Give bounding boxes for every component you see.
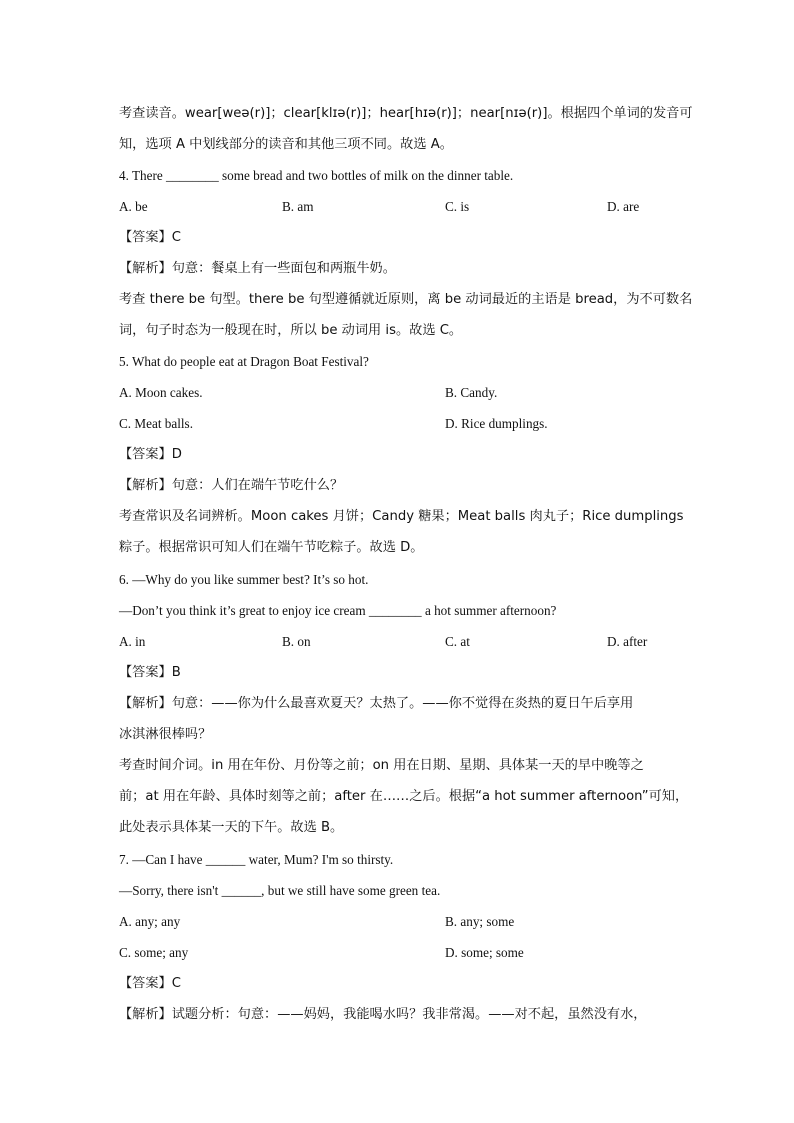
question-4: 4. There ________ some bread and two bottles of milk on the dinner table. bbox=[119, 168, 514, 183]
analysis-line: 粽子。根据常识可知人们在端午节吃粽子。故选 D。 bbox=[119, 540, 424, 555]
option-d: D. some; some bbox=[445, 945, 524, 960]
option-a: A. in bbox=[119, 634, 146, 649]
question-7-line2: —Sorry, there isn't ______, but we still have some green tea. bbox=[119, 883, 441, 898]
answer-label: 【答案】C bbox=[119, 230, 181, 245]
analysis-line: 考查时间介词。in 用在年份、月份等之前；on 用在日期、星期、具体某一天的早中晚等之 bbox=[119, 758, 644, 773]
option-c: C. Meat balls. bbox=[119, 416, 193, 431]
option-b: B. on bbox=[282, 634, 311, 649]
option-a: A. be bbox=[119, 199, 148, 214]
option-c: C. is bbox=[445, 199, 470, 214]
option-d: D. after bbox=[607, 634, 648, 649]
analysis-line: 考查常识及名词辨析。Moon cakes 月饼；Candy 糖果；Meat balls 肉丸子；Rice dumplings bbox=[119, 509, 684, 524]
analysis-line: 冰淇淋很棒吗？ bbox=[119, 727, 212, 742]
analysis-line: 词，句子时态为一般现在时，所以 be 动词用 is。故选 C。 bbox=[119, 323, 463, 338]
answer-label: 【答案】C bbox=[119, 976, 181, 991]
analysis-line: 【解析】句意：餐桌上有一些面包和两瓶牛奶。 bbox=[119, 261, 396, 276]
answer-label: 【答案】B bbox=[119, 665, 181, 680]
option-b: B. any; some bbox=[445, 914, 515, 929]
analysis-line: 考查 there be 句型。there be 句型遵循就近原则，离 be 动词最近的主语是 bread，为不可数名 bbox=[119, 292, 693, 307]
question-6: 6. —Why do you like summer best? It’s so hot. bbox=[119, 572, 369, 587]
answer-label: 【答案】D bbox=[119, 447, 182, 462]
analysis-line: 【解析】句意：——你为什么最喜欢夏天？太热了。——你不觉得在炎热的夏日午后享用 bbox=[119, 696, 634, 711]
option-d: D. are bbox=[607, 199, 640, 214]
option-d: D. Rice dumplings. bbox=[445, 416, 548, 431]
option-a: A. any; any bbox=[119, 914, 181, 929]
question-7: 7. —Can I have ______ water, Mum? I'm so thirsty. bbox=[119, 852, 394, 867]
analysis-line: 此处表示具体某一天的下午。故选 B。 bbox=[119, 820, 344, 835]
option-b: B. Candy. bbox=[445, 385, 498, 400]
option-b: B. am bbox=[282, 199, 314, 214]
explanation-line: 考查读音。wear[weə(r)]；clear[klɪə(r)]；hear[hɪə(r)]；near[nɪə(r)]。根据四个单词的发音可 bbox=[119, 106, 693, 121]
explanation-line: 知，选项 A 中划线部分的读音和其他三项不同。故选 A。 bbox=[119, 137, 453, 152]
option-c: C. some; any bbox=[119, 945, 189, 960]
question-5: 5. What do people eat at Dragon Boat Festival? bbox=[119, 354, 369, 369]
option-a: A. Moon cakes. bbox=[119, 385, 203, 400]
option-c: C. at bbox=[445, 634, 470, 649]
question-6-line2: —Don’t you think it’s great to enjoy ice cream ________ a hot summer afternoon? bbox=[119, 603, 557, 618]
analysis-line: 【解析】句意：人们在端午节吃什么？ bbox=[119, 478, 344, 493]
analysis-line: 前；at 用在年龄、具体时刻等之前；after 在……之后。根据“a hot summer afternoon”可知， bbox=[119, 789, 689, 804]
analysis-line: 【解析】试题分析：句意：——妈妈，我能喝水吗？我非常渴。——对不起，虽然没有水， bbox=[119, 1007, 647, 1022]
